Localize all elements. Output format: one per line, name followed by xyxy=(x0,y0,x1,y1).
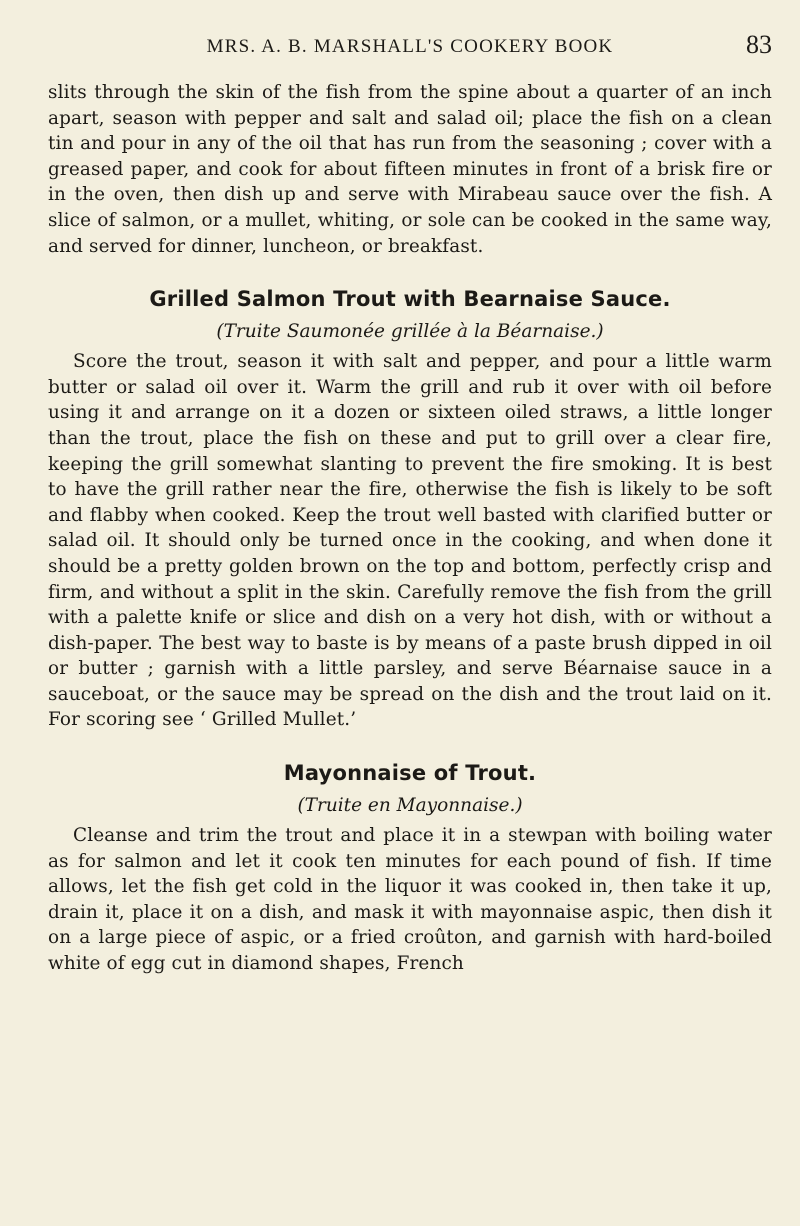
intro-paragraph: slits through the skin of the fish from the spine about a quarter of an inch apart, season with pepper and salt and salad oil; place the fish on a clean tin and pour in any of the oil that has run from the seasoning ; cover with a greased paper, and cook for about fifteen minutes in front of a brisk fire or in the oven, then dish up and serve with Mirabeau sauce over the fish. A slice of salmon, or a mullet, whiting, or sole can be cooked in the same way, and served for dinner, luncheon, or breakfast. xyxy=(48,82,772,257)
recipe-title: Mayonnaise of Trout. xyxy=(283,761,537,786)
recipe-subtitle: (Truite Saumonée grillée à la Béarnaise.) xyxy=(216,321,604,343)
running-head xyxy=(48,28,772,60)
body-text xyxy=(48,80,772,977)
page-number: 83 xyxy=(746,30,772,59)
recipe-mayonnaise-of-trout xyxy=(48,759,772,977)
recipe-title: Grilled Salmon Trout with Bearnaise Sauce. xyxy=(149,287,671,312)
recipe-subtitle: (Truite en Mayonnaise.) xyxy=(297,795,523,817)
book-page xyxy=(48,28,772,977)
recipe-grilled-salmon-trout xyxy=(48,285,772,733)
running-title: MRS. A. B. MARSHALL'S COOKERY BOOK xyxy=(206,36,614,57)
recipe-body: Score the trout, season it with salt and pepper, and pour a little warm butter or salad oil over it. Warm the grill and rub it over with oil before using it and arrange on it a dozen or sixteen oiled straws, a little longer than the trout, place the fish on these and put to grill over a clear fire, keeping the grill somewhat slanting to prevent the fire smoking. It is best to have the grill rather near the fire, otherwise the fish is likely to be soft and flabby when cooked. Keep the trout well basted with clarified butter or salad oil. It should only be turned once in the cooking, and when done it should be a pretty golden brown on the top and bottom, perfectly crisp and firm, and without a split in the skin. Carefully remove the fish from the grill with a palette knife or slice and dish on a very hot dish, with or without a dish-paper. The best way to baste is by means of a paste brush dipped in oil or butter ; garnish with a little parsley, and serve Béarnaise sauce in a sauceboat, or the sauce may be spread on the dish and the trout laid on it. For scoring see ‘ Grilled Mullet.’ xyxy=(48,351,772,731)
recipe-body: Cleanse and trim the trout and place it in a stewpan with boiling water as for salmon and let it cook ten minutes for each pound of fish. If time allows, let the fish get cold in the liquor it was cooked in, then take it up, drain it, place it on a dish, and mask it with mayonnaise aspic, then dish it on a large piece of aspic, or a fried croûton, and garnish with hard-boiled white of egg cut in diamond shapes, French xyxy=(48,825,772,975)
